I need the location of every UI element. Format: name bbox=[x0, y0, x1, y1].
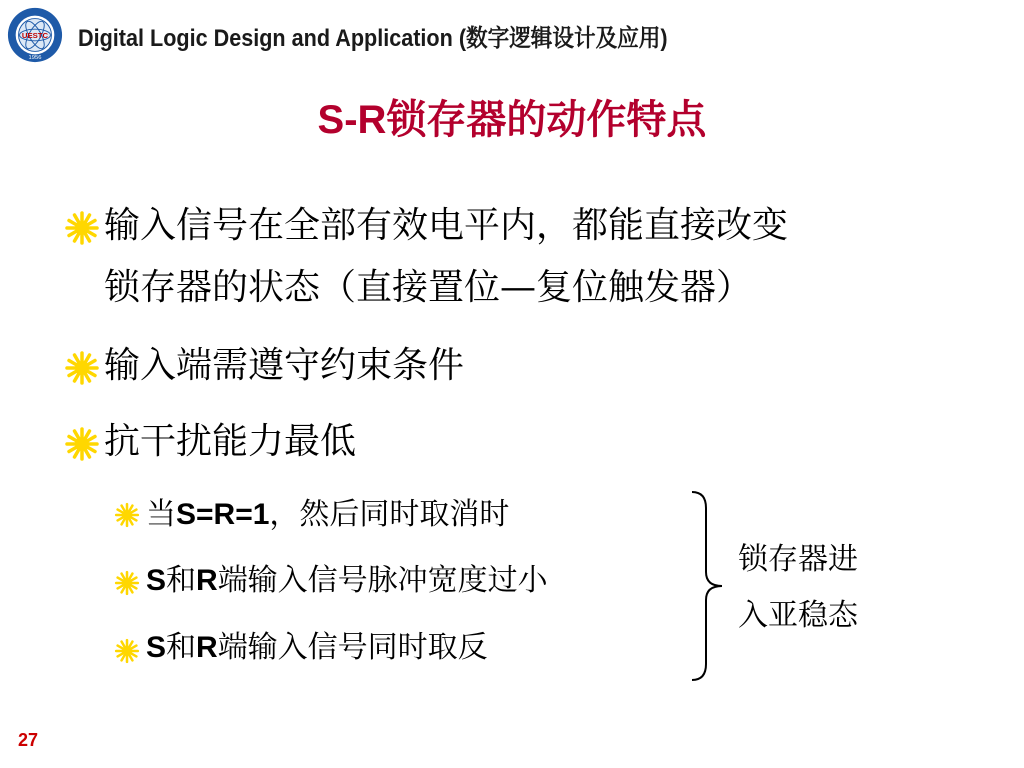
right-brace-icon bbox=[688, 488, 728, 684]
bullet-1-line-2: 锁存器的状态（直接置位—复位触发器） bbox=[104, 267, 753, 308]
sub-bullet-1 bbox=[146, 497, 509, 533]
bullet-3-text: 抗干扰能力最低 bbox=[104, 421, 357, 462]
sub-bullet-2-r: R bbox=[196, 564, 218, 597]
sub-bullet-icon bbox=[114, 502, 140, 528]
sub-bullet-1-rest: ，然后同时取消时 bbox=[269, 497, 510, 532]
bullet-icon bbox=[64, 210, 100, 246]
sub-bullet-3-rest: 端输入信号同时取反 bbox=[217, 630, 488, 665]
bullet-icon bbox=[64, 350, 100, 386]
bullet-1-line-1: 输入信号在全部有效电平内，都能直接改变 bbox=[104, 205, 789, 246]
sub-bullet-2-rest: 端输入信号脉冲宽度过小 bbox=[217, 563, 548, 598]
note-line-2: 入亚稳态 bbox=[738, 598, 858, 633]
bullet-icon bbox=[64, 426, 100, 462]
sub-bullet-3-s: S bbox=[146, 631, 167, 664]
sub-bullet-2 bbox=[146, 563, 548, 599]
metastable-note bbox=[738, 532, 858, 644]
bullet-2-text: 输入端需遵守约束条件 bbox=[104, 345, 465, 386]
note-line-1: 锁存器进 bbox=[738, 542, 858, 577]
sub-bullet-icon bbox=[114, 570, 140, 596]
sub-bullet-icon bbox=[114, 638, 140, 664]
sub-bullet-3-and: 和 bbox=[166, 630, 197, 665]
sub-bullet-3 bbox=[146, 630, 488, 666]
sub-bullet-1-prefix: 当 bbox=[146, 497, 176, 532]
logo-center-text: UESTC bbox=[21, 30, 49, 40]
sub-bullet-2-s: S bbox=[146, 564, 167, 597]
page-number: 27 bbox=[18, 730, 39, 750]
sub-bullet-1-formula: S=R=1 bbox=[176, 498, 270, 531]
logo-year-text: 1956 bbox=[28, 55, 42, 62]
sub-bullet-3-r: R bbox=[196, 631, 218, 664]
university-seal-icon bbox=[6, 6, 64, 64]
course-header: Digital Logic Design and Application (数字逻辑设计及应用) bbox=[78, 25, 668, 52]
sub-bullet-2-and: 和 bbox=[166, 563, 197, 598]
slide-title: S-R锁存器的动作特点 bbox=[317, 98, 707, 142]
